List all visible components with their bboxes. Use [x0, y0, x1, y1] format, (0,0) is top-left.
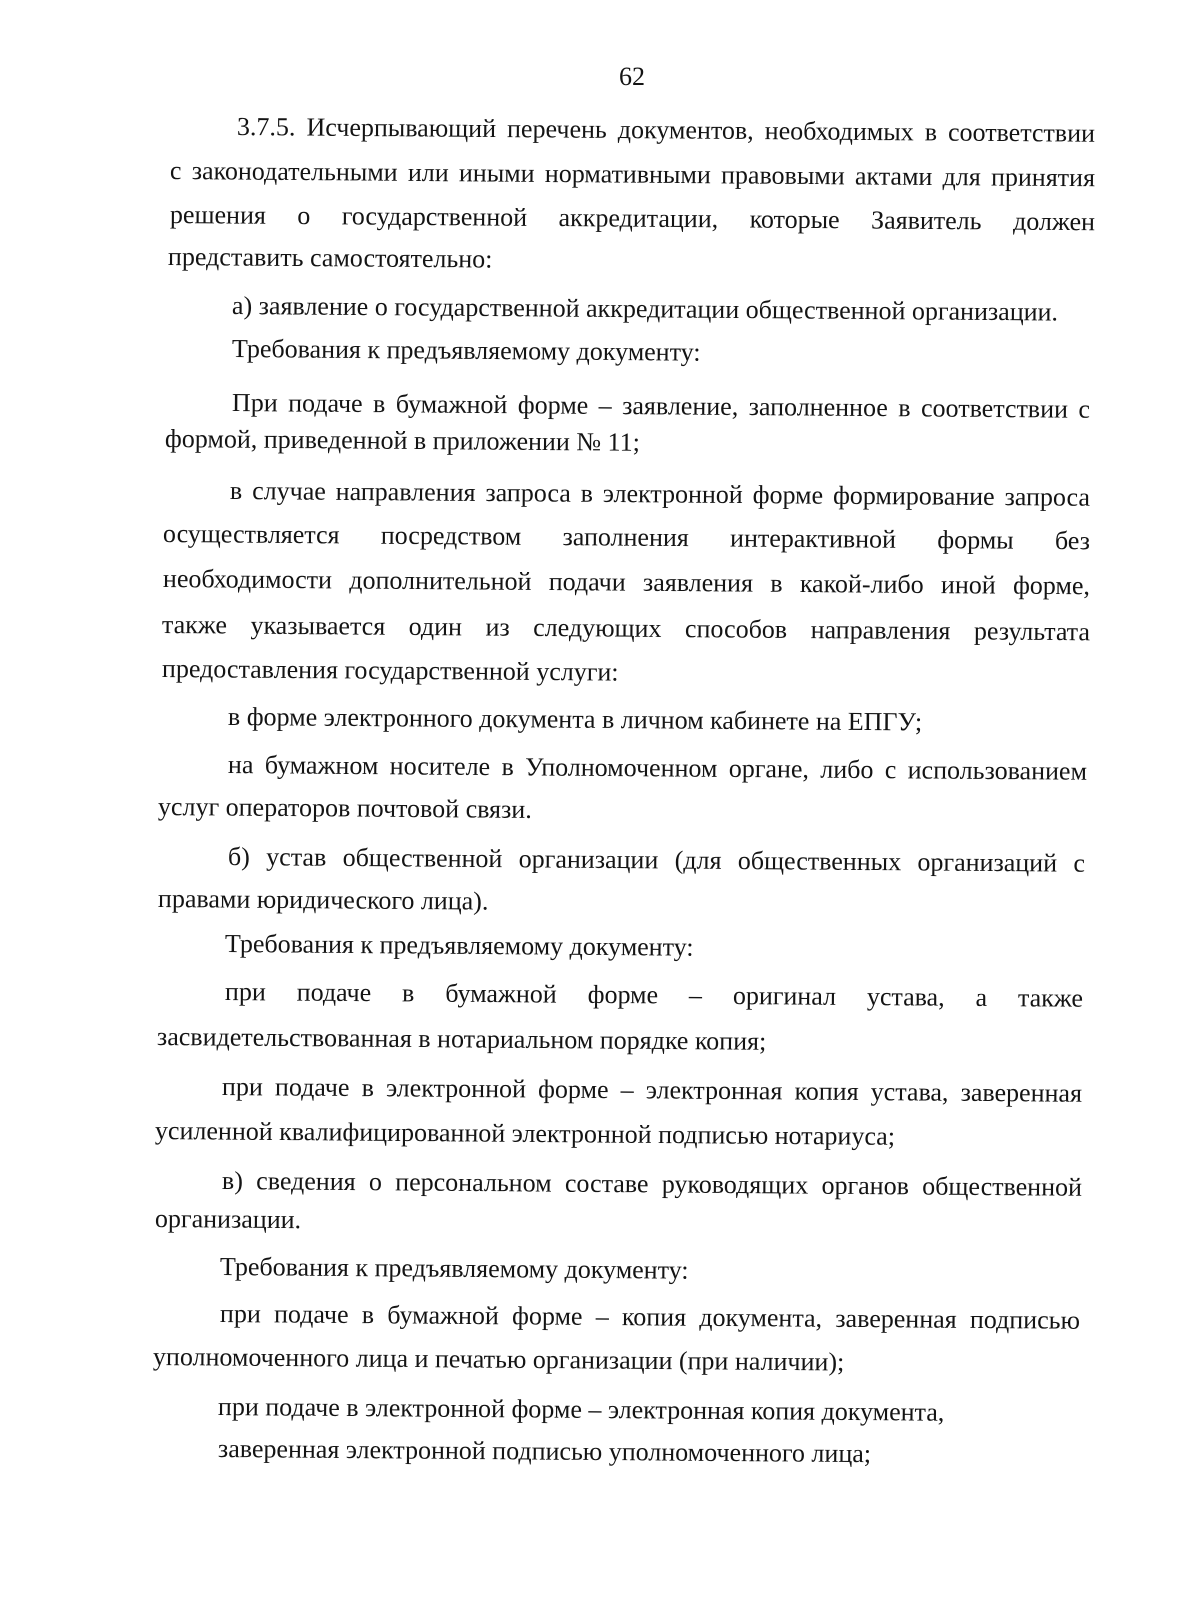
text-line: при подаче в электронной форме – электронная копия устава, заверенная: [221, 1072, 1083, 1108]
text-line: с законодательными или иными нормативными правовыми актами для принятия: [169, 156, 1096, 193]
text-line: при подаче в бумажной форме – оригинал устава, а также: [224, 977, 1084, 1013]
text-line: организации.: [154, 1204, 302, 1235]
text-line: формой, приведенной в приложении № 11;: [164, 424, 640, 457]
text-line: решения о государственной аккредитации, которые Заявитель должен: [169, 200, 1096, 237]
text-line: при подаче в бумажной форме – копия документа, заверенная подписью: [219, 1299, 1081, 1335]
text-line: при подаче в электронной форме – электронная копия документа,: [217, 1392, 945, 1427]
text-line: Требования к предъявляемому документу:: [219, 1252, 689, 1285]
text-line: При подаче в бумажной форме – заявление, заполненное в соответствии с: [231, 388, 1091, 424]
text-line: заверенная электронной подписью уполномоченного лица;: [217, 1434, 872, 1469]
text-line: в случае направления запроса в электронной форме формирование запроса: [229, 476, 1091, 512]
text-line: в форме электронного документа в личном кабинете на ЕПГУ;: [227, 702, 923, 737]
text-line: в) сведения о персональном составе руководящих органов общественной: [221, 1166, 1083, 1202]
text-line: на бумажном носителе в Уполномоченном органе, либо с использованием: [227, 750, 1088, 786]
text-line: необходимости дополнительной подачи заявления в какой-либо иной форме,: [162, 564, 1091, 601]
text-line: засвидетельствованная в нотариальном порядке копия;: [156, 1022, 767, 1056]
text-line: осуществляется посредством заполнения интерактивной формы без: [162, 519, 1091, 556]
text-line: уполномоченного лица и печатью организации (при наличии);: [152, 1342, 845, 1377]
text-line: 3.7.5. Исчерпывающий перечень документов, необходимых в соответствии: [236, 112, 1096, 148]
text-line: также указывается один из следующих способов направления результата: [161, 610, 1091, 647]
text-line: услуг операторов почтовой связи.: [157, 792, 532, 824]
text-line: предоставления государственной услуги:: [161, 654, 619, 687]
page-number: 62: [619, 62, 645, 91]
text-line: а) заявление о государственной аккредитации общественной организации.: [231, 291, 1059, 327]
text-line: Требования к предъявляемому документу:: [224, 929, 694, 962]
text-line: представить самостоятельно:: [167, 242, 493, 274]
text-line: б) устав общественной организации (для общественных организаций с: [227, 842, 1086, 878]
text-line: правами юридического лица).: [157, 884, 489, 916]
text-line: Требования к предъявляемому документу:: [231, 334, 701, 367]
text-line: усиленной квалифицированной электронной подписью нотариуса;: [154, 1116, 896, 1151]
